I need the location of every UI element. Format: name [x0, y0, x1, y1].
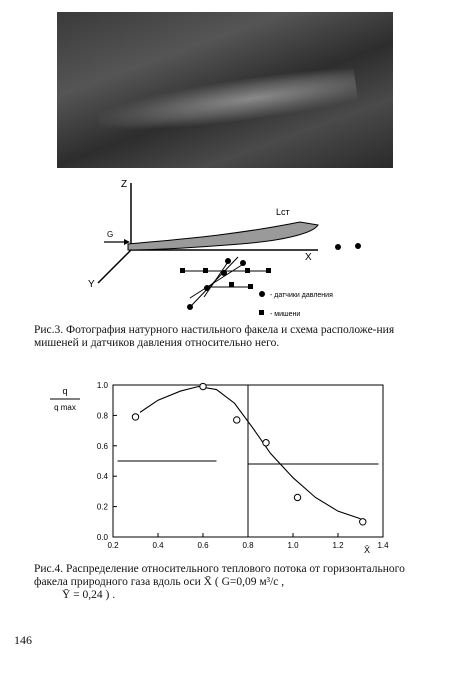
flame-photo: [57, 12, 393, 168]
figure4-caption-line1: Рис.4. Распределение относительного теплового потока от горизонтального факела природного газа вдоль оси X̄ ( G=0,09 м³/с ,: [34, 563, 405, 588]
x-axis-title: X̄: [364, 545, 371, 555]
pressure-sensor: [335, 244, 341, 250]
x-tick-label: 1.4: [377, 541, 389, 550]
flame-length-label: Lст: [276, 207, 290, 217]
target: [180, 268, 185, 273]
y-tick-label: 0.4: [96, 472, 108, 482]
pressure-sensor: [355, 243, 361, 249]
z-axis-label: Z: [121, 179, 128, 190]
y-tick-label: 0.0: [96, 533, 108, 542]
page-number: 146: [14, 633, 32, 647]
y-axis: [98, 250, 131, 283]
figure4-caption: [34, 563, 439, 602]
x-tick-label: 0.6: [197, 541, 209, 550]
figure3-caption: Рис.3. Фотография натурного настильного факела и схема расположе-ния мишеней и датчиков давления относительно него.: [34, 324, 395, 349]
flame-schematic: [0, 170, 450, 320]
y-label-numerator: q: [62, 386, 68, 396]
legend-target-label: - мишени: [270, 311, 301, 318]
target: [245, 268, 250, 273]
y-label-denominator: q max: [54, 403, 76, 412]
target: [248, 284, 253, 289]
data-point: [200, 383, 206, 389]
x-tick-label: 1.2: [332, 541, 344, 550]
pressure-sensor: [225, 258, 231, 264]
data-point: [234, 417, 240, 423]
y-tick-label: 0.2: [96, 502, 108, 512]
figure4-caption-line2: Ȳ = 0,24 ) .: [62, 589, 116, 601]
legend-sensor-marker: [259, 291, 265, 297]
x-tick-label: 0.8: [242, 541, 254, 550]
rack-line: [191, 257, 238, 306]
pressure-sensor: [187, 304, 193, 310]
y-axis-label: Y: [88, 279, 95, 290]
x-tick-label: 1.0: [287, 541, 299, 550]
data-point: [360, 519, 366, 525]
data-point: [132, 414, 138, 420]
x-axis-label: X: [305, 252, 312, 263]
flame-glow: [95, 64, 358, 140]
pressure-sensor: [221, 270, 227, 276]
flame-shape: [128, 222, 318, 250]
flow-label: G: [107, 230, 114, 239]
data-point: [294, 494, 300, 500]
heat-flux-chart: [0, 370, 450, 565]
pressure-sensor: [240, 260, 246, 266]
legend-sensor-label: - датчики давления: [270, 292, 333, 299]
data-point: [263, 440, 269, 446]
y-tick-label: 0.6: [96, 441, 108, 451]
x-tick-label: 0.2: [107, 541, 119, 550]
target: [229, 282, 234, 287]
target: [266, 268, 271, 273]
x-tick-label: 0.4: [152, 541, 164, 550]
y-tick-label: 1.0: [96, 381, 108, 390]
target: [203, 268, 208, 273]
rack-line: [190, 263, 245, 298]
pressure-sensor: [204, 285, 210, 291]
y-tick-label: 0.8: [96, 411, 108, 421]
legend-target-marker: [259, 310, 264, 315]
fit-curve: [140, 387, 361, 519]
